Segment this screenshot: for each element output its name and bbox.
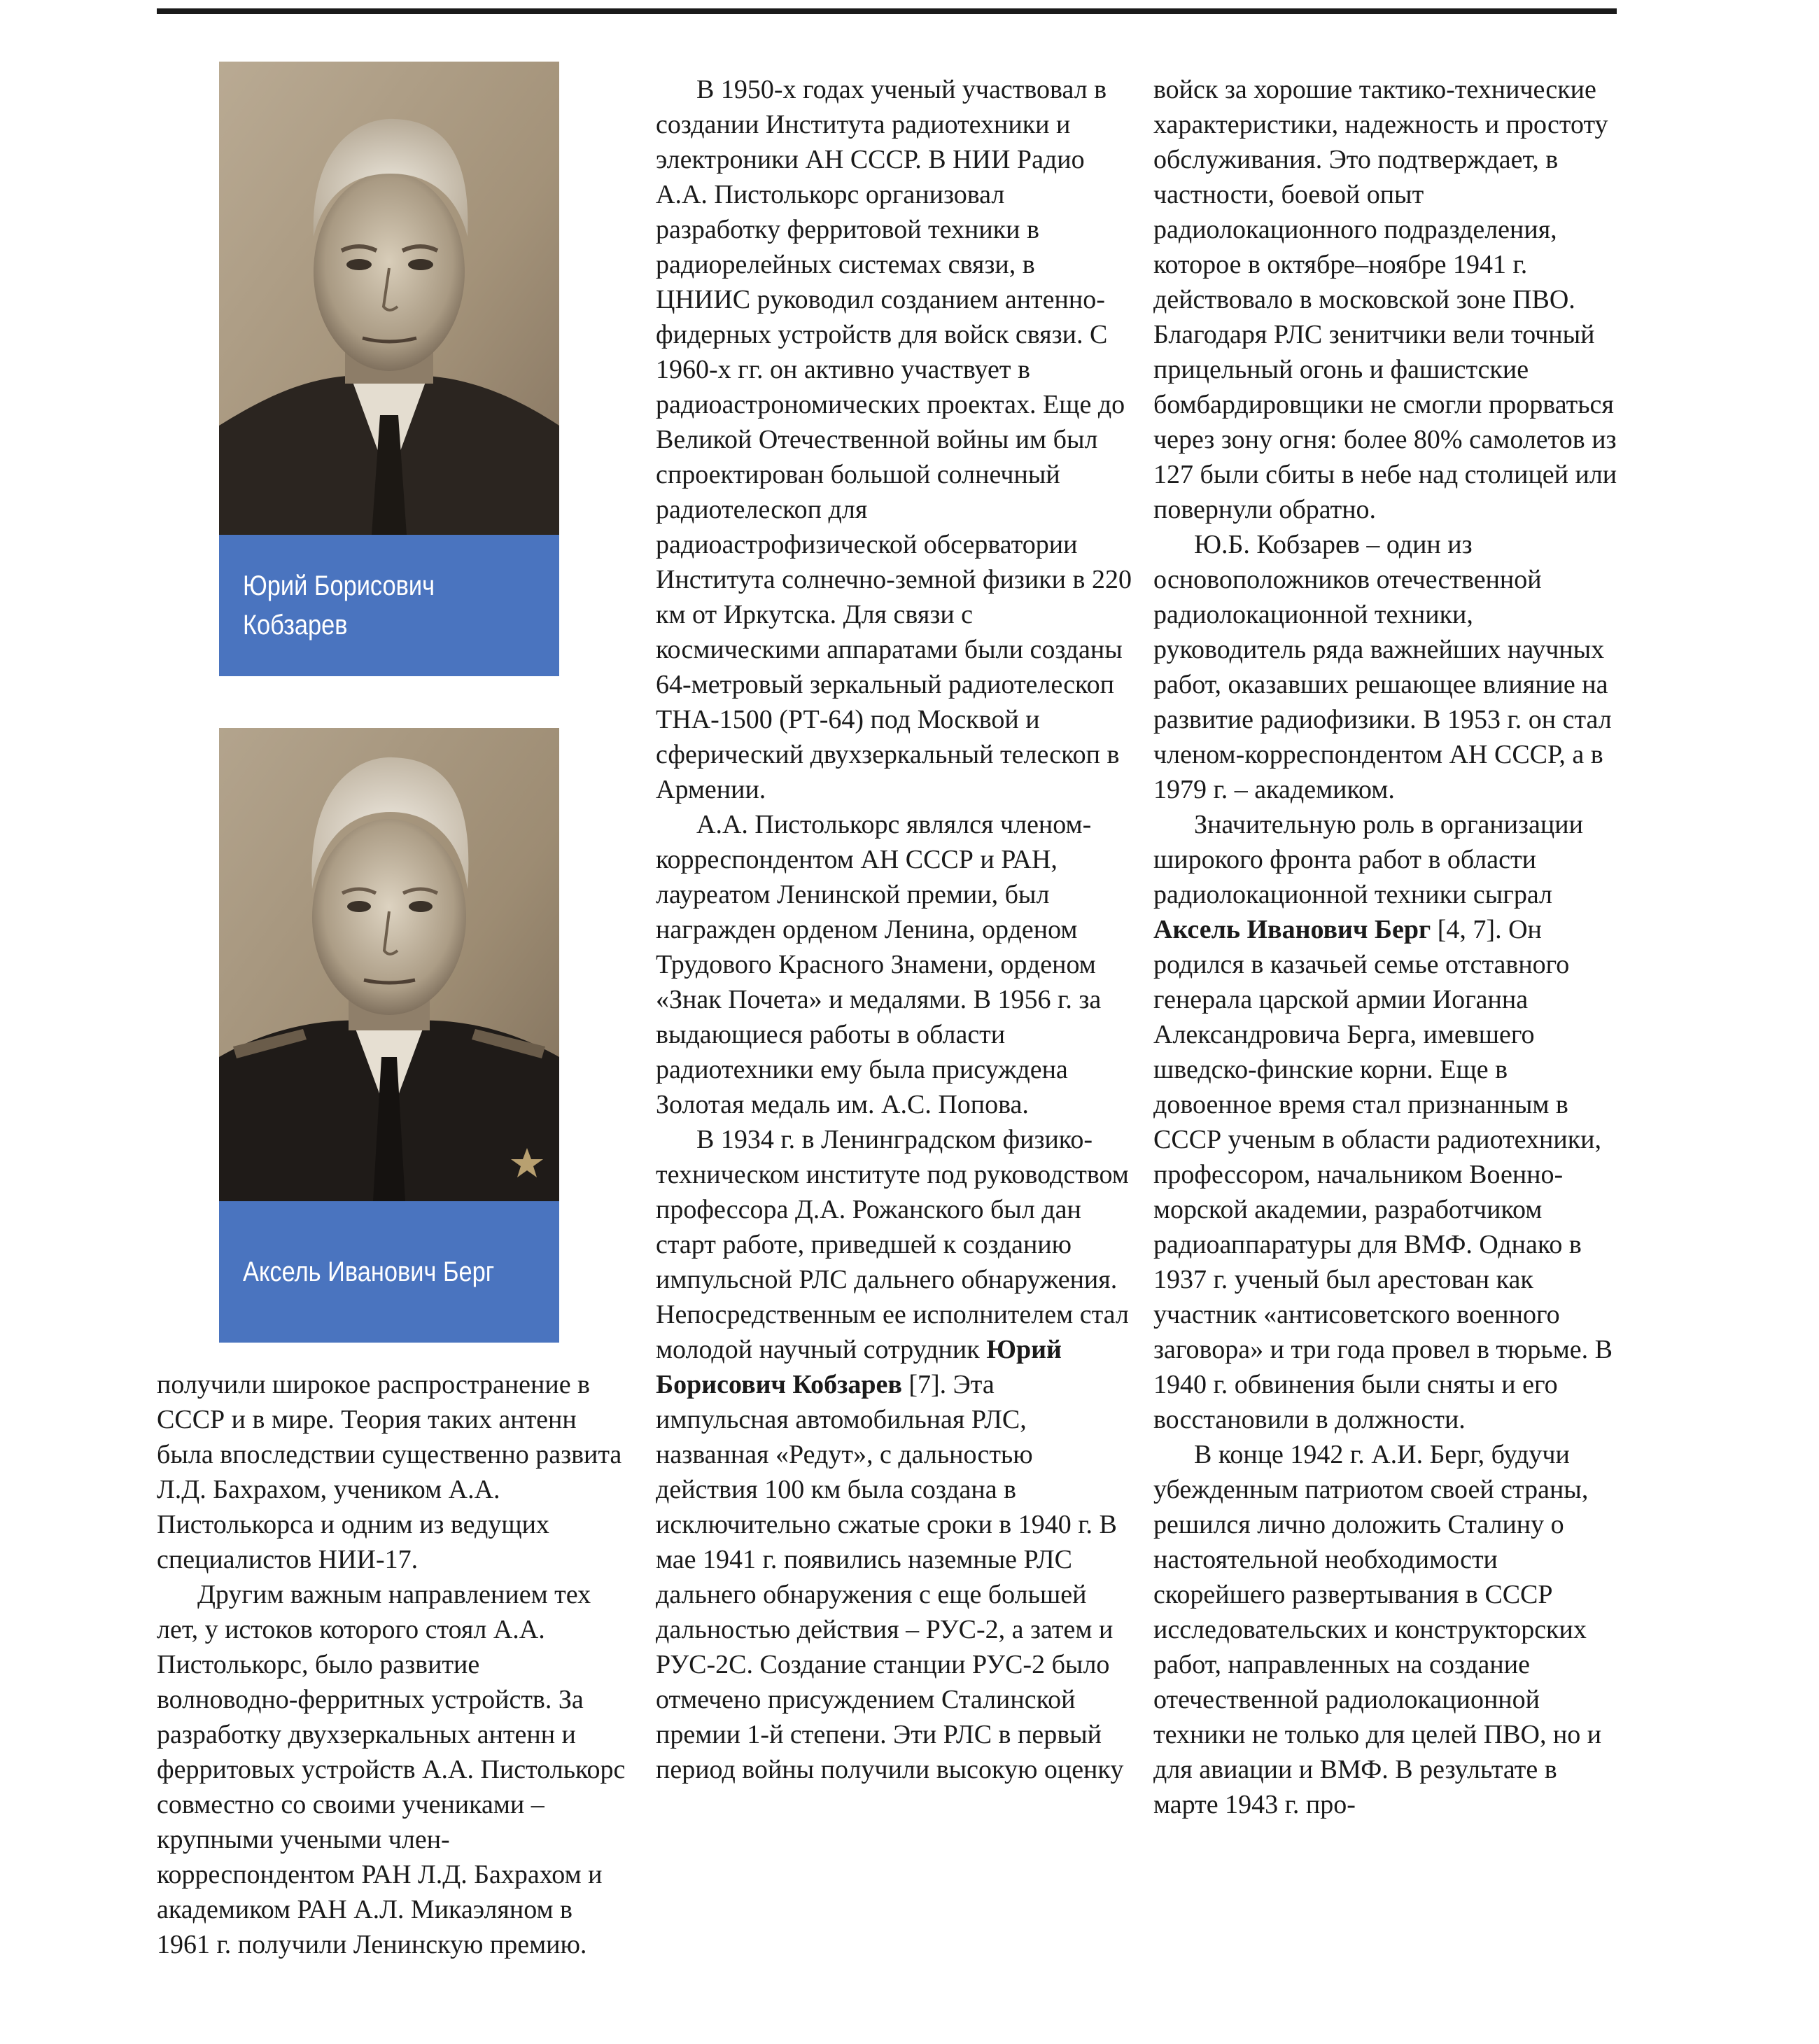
figure-berg — [219, 728, 559, 1343]
caption-text: Юрий Борисович Кобзарев — [243, 570, 435, 640]
person-name: Аксель Иванович Берг — [1153, 915, 1431, 944]
top-rule — [157, 8, 1617, 14]
paragraph: В 1950-х годах ученый участвовал в создании Института радиотехники и электроники АН СССР. В НИИ Радио А.А. Пистолькорс организовал разработку ферритовой техники в радиорелейных системах связи, в ЦНИИС руководил созданием антенно-фидерных устройств для войск связи. С 1960-х гг. он активно участвует в радиоастрономических проектах. Еще до Великой Отечественной войны им был спроектирован большой солнечный радиотелескоп для радиоастрофизической обсерватории Института солнечно-земной физики в 220 км от Иркутска. Для связи с космическими аппаратами были созданы 64-метровый зеркальный радиотелескоп ТНА-1500 (РТ-64) под Москвой и сферический двухзеркальный телескоп в Армении. — [656, 75, 1132, 804]
paragraph: получили широкое распространение в СССР и в мире. Теория таких антенн была впоследствии существенно развита Л.Д. Бахрахом, учеником А.А. Пистолькорса и одним из ведущих специалистов НИИ-17. — [157, 1370, 622, 1574]
paragraph: А.А. Пистолькорс являлся членом-корреспондентом АН СССР и РАН, лауреатом Ленинской премии, был награжден орденом Ленина, орденом Трудового Красного Знамени, орденом «Знак Почета» и медалями. В 1956 г. за выдающиеся работы в области радиотехники ему была присуждена Золотая медаль им. А.С. Попова. — [656, 810, 1102, 1119]
paragraph: В конце 1942 г. А.И. Берг, будучи убежденным патриотом своей страны, решился лично доложить Сталину о настоятельной необходимости скорейшего развертывания в СССР исследовательских и конструкторских работ, направленных на создание отечественной радиолокационной техники не только для целей ПВО, но и для авиации и ВМФ. В результате в марте 1943 г. про- — [1153, 1440, 1602, 1819]
paragraph-text: [7]. Эта импульсная автомобильная РЛС, названная «Редут», с дальностью действия 100 км была создана в исключительно сжатые сроки в 1940 г. В мае 1941 г. появились наземные РЛС дальнего обнаружения с еще большей дальностью действия – РУС-2, а затем и РУС-2С. Создание станции РУС-2 было отмечено присуждением Сталинской премии 1-й степени. Эти РЛС в первый период войны получили высокую оценку — [656, 1370, 1124, 1784]
text-column-2 — [656, 72, 1133, 1787]
paragraph — [1153, 807, 1624, 1437]
portrait-photo — [219, 62, 559, 535]
person-name: Юрий Борисович Кобзарев — [656, 1335, 1062, 1399]
figure-kobzarev — [219, 62, 559, 676]
paragraph-text: [4, 7]. Он родился в казачьей семье отставного генерала царской армии Иоганна Александровича Берга, имевшего шведско-финские корни. Еще в довоенное время стал признанным в СССР ученым в области радиотехники, профессором, начальником Военно-морской академии, разработчиком радиоаппаратуры для ВМФ. Однако в 1937 г. ученый был арестован как участник «антисоветского военного заговора» и три года провел в тюрьме. В 1940 г. обвинения были сняты и его восстановили в должности. — [1153, 915, 1613, 1434]
text-column-1 — [157, 1367, 626, 1962]
paragraph: Другим важным направлением тех лет, у истоков которого стоял А.А. Пистолькорс, было развитие волноводно-ферритных устройств. За разработку двухзеркальных антенн и ферритовых устройств А.А. Пистолькорс совместно со своими учениками – крупными учеными член-корреспондентом РАН Л.Д. Бахрахом и академиком РАН А.Л. Микаэляном в 1961 г. получили Ленинскую премию. — [157, 1580, 626, 1959]
figure-caption — [219, 535, 559, 676]
paragraph-text: В 1934 г. в Ленинградском физико-техническом институте под руководством профессора Д.А. Рожанского был дан старт работе, приведшей к созданию импульсной РЛС дальнего обнаружения. Непосредственным ее исполнителем стал молодой научный сотрудник — [656, 1125, 1129, 1364]
text-column-3 — [1153, 72, 1624, 1822]
paragraph — [656, 1122, 1133, 1787]
portrait-photo — [219, 728, 559, 1201]
paragraph: Ю.Б. Кобзарев – один из основоположников отечественной радиолокационной техники, руководитель ряда важнейших научных работ, оказавших решающее влияние на развитие радиофизики. В 1953 г. он стал членом-корреспондентом АН СССР, а в 1979 г. – академиком. — [1153, 530, 1612, 804]
paragraph: войск за хорошие тактико-технические характеристики, надежность и простоту обслуживания. Это подтверждает, в частности, боевой опыт радиолокационного подразделения, которое в октябре–ноябре 1941 г. действовало в московской зоне ПВО. Благодаря РЛС зенитчики вели точный прицельный огонь и фашистские бомбардировщики не смогли прорваться через зону огня: более 80% самолетов из 127 были сбиты в небе над столицей или повернули обратно. — [1153, 75, 1617, 524]
figure-caption — [219, 1201, 559, 1343]
caption-text: Аксель Иванович Берг — [243, 1256, 495, 1287]
paragraph-text: Значительную роль в организации широкого фронта работ в области радиолокационной техники сыграл — [1153, 810, 1583, 909]
